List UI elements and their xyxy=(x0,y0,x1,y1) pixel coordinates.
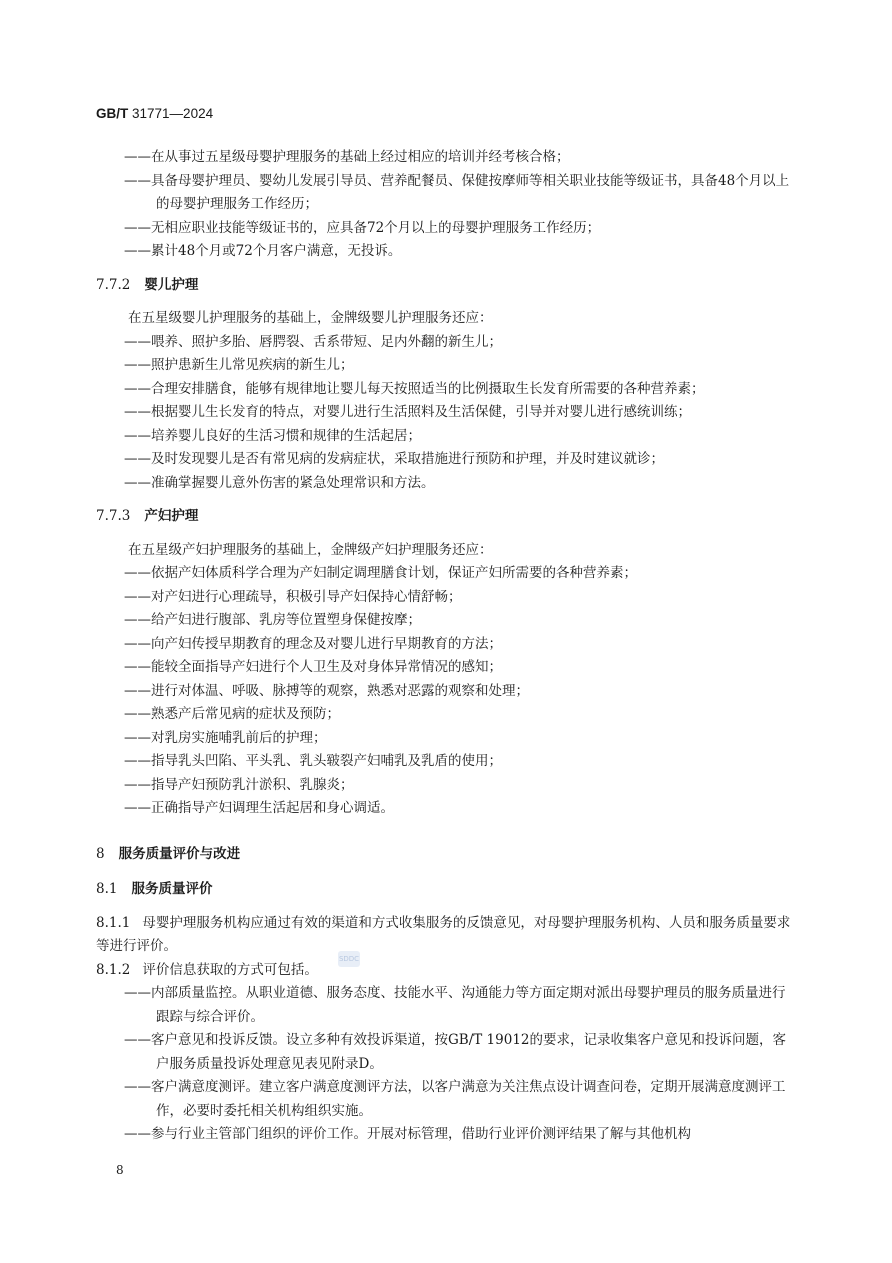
section-number: 7.7.2 xyxy=(96,276,131,293)
section-number: 7.7.3 xyxy=(96,508,131,524)
list-item: ——累计48个月或72个月客户满意，无投诉。 xyxy=(124,243,402,259)
list-item: ——参与行业主管部门组织的评价工作。开展对标管理，借助行业评价测评结果了解与其他机构 xyxy=(124,1126,691,1142)
watermark-logo: SDDC xyxy=(338,951,360,967)
page-content xyxy=(96,146,796,1147)
infant-care-list xyxy=(96,331,796,496)
list-item: ——向产妇传授早期教育的理念及对婴儿进行早期教育的方法； xyxy=(124,635,502,652)
list-item: ——正确指导产妇调理生活起居和身心调适。 xyxy=(124,800,394,816)
chapter-title: 服务质量评价与改进 xyxy=(118,845,241,862)
section-number: 8.1 xyxy=(96,881,118,897)
clause-8-1-2 xyxy=(96,959,796,983)
page-number: 8 xyxy=(116,1163,124,1177)
evaluation-methods-list xyxy=(96,982,796,1147)
list-item: ——喂养、照护多胎、唇腭裂、舌系带短、足内外翻的新生儿； xyxy=(124,333,502,350)
list-item: ——客户满意度测评。建立客户满意度测评方法，以客户满意为关注焦点设计调查问卷，定期开展满意度测评工作，必要时委托相关机构组织实施。 xyxy=(124,1079,786,1119)
clause-8-1-1 xyxy=(96,912,796,959)
list-item: ——对产妇进行心理疏导，积极引导产妇保持心情舒畅； xyxy=(124,588,462,605)
clause-text: 评价信息获取的方式可包括。 xyxy=(142,961,318,978)
list-item: ——能较全面指导产妇进行个人卫生及对身体异常情况的感知； xyxy=(124,659,502,675)
list-item: ——照护患新生儿常见疾病的新生儿； xyxy=(124,357,354,373)
list-item: ——培养婴儿良好的生活习惯和规律的生活起居； xyxy=(124,427,421,444)
section-lead: 在五星级产妇护理服务的基础上，金牌级产妇护理服务还应： xyxy=(128,541,493,558)
list-item: ——进行对体温、呼吸、脉搏等的观察，熟悉对恶露的观察和处理； xyxy=(124,682,529,699)
list-item: ——合理安排膳食，能够有规律地让婴儿每天按照适当的比例摄取生长发育所需要的各种营养素； xyxy=(124,380,705,397)
document-header xyxy=(96,106,213,121)
section-lead: 在五星级婴儿护理服务的基础上，金牌级婴儿护理服务还应： xyxy=(128,310,493,326)
chapter-heading-8 xyxy=(96,843,796,867)
list-item: ——指导产妇预防乳汁淤积、乳腺炎； xyxy=(124,776,354,793)
list-item: ——根据婴儿生长发育的特点，对婴儿进行生活照料及生活保健，引导并对婴儿进行感统训练； xyxy=(124,404,691,420)
list-item: ——无相应职业技能等级证书的，应具备72个月以上的母婴护理服务工作经历； xyxy=(124,219,601,236)
list-item: ——给产妇进行腹部、乳房等位置塑身保健按摩； xyxy=(124,612,421,628)
list-item: ——客户意见和投诉反馈。设立多种有效投诉渠道，按GB/T 19012的要求，记录收集客户意见和投诉问题，客户服务质量投诉处理意见表见附录D。 xyxy=(124,1032,786,1072)
standard-code: GB/T xyxy=(96,106,129,121)
list-item: ——对乳房实施哺乳前后的护理； xyxy=(124,729,327,746)
list-item: ——熟悉产后常见病的症状及预防； xyxy=(124,706,340,722)
section-title: 产妇护理 xyxy=(144,508,199,524)
section-title: 服务质量评价 xyxy=(131,881,213,897)
maternal-care-list xyxy=(96,562,796,821)
list-item: ——及时发现婴儿是否有常见病的发病症状，采取措施进行预防和护理，并及时建议就诊； xyxy=(124,451,664,467)
standard-number: 31771—2024 xyxy=(132,106,214,121)
list-item: ——内部质量监控。从职业道德、服务态度、技能水平、沟通能力等方面定期对派出母婴护理员的服务质量进行跟踪与综合评价。 xyxy=(124,985,786,1025)
clause-number: 8.1.2 xyxy=(96,961,131,978)
section-title: 婴儿护理 xyxy=(144,276,199,293)
clause-text: 母婴护理服务机构应通过有效的渠道和方式收集服务的反馈意见，对母婴护理服务机构、人员和服务质量要求等进行评价。 xyxy=(96,914,791,954)
list-item: ——准确掌握婴儿意外伤害的紧急处理常识和方法。 xyxy=(124,474,435,491)
section-heading-7-7-3 xyxy=(96,505,796,529)
list-item: ——在从事过五星级母婴护理服务的基础上经过相应的培训并经考核合格； xyxy=(124,149,570,165)
list-item: ——具备母婴护理员、婴幼儿发展引导员、营养配餐员、保健按摩师等相关职业技能等级证书，具备48个月以上的母婴护理服务工作经历； xyxy=(124,172,790,212)
intro-list xyxy=(96,146,796,264)
list-item: ——依据产妇体质科学合理为产妇制定调理膳食计划，保证产妇所需要的各种营养素； xyxy=(124,565,637,581)
section-heading-8-1 xyxy=(96,878,796,902)
clause-number: 8.1.1 xyxy=(96,914,131,931)
list-item: ——指导乳头凹陷、平头乳、乳头皲裂产妇哺乳及乳盾的使用； xyxy=(124,753,502,769)
section-heading-7-7-2 xyxy=(96,274,796,298)
chapter-number: 8 xyxy=(96,845,105,862)
